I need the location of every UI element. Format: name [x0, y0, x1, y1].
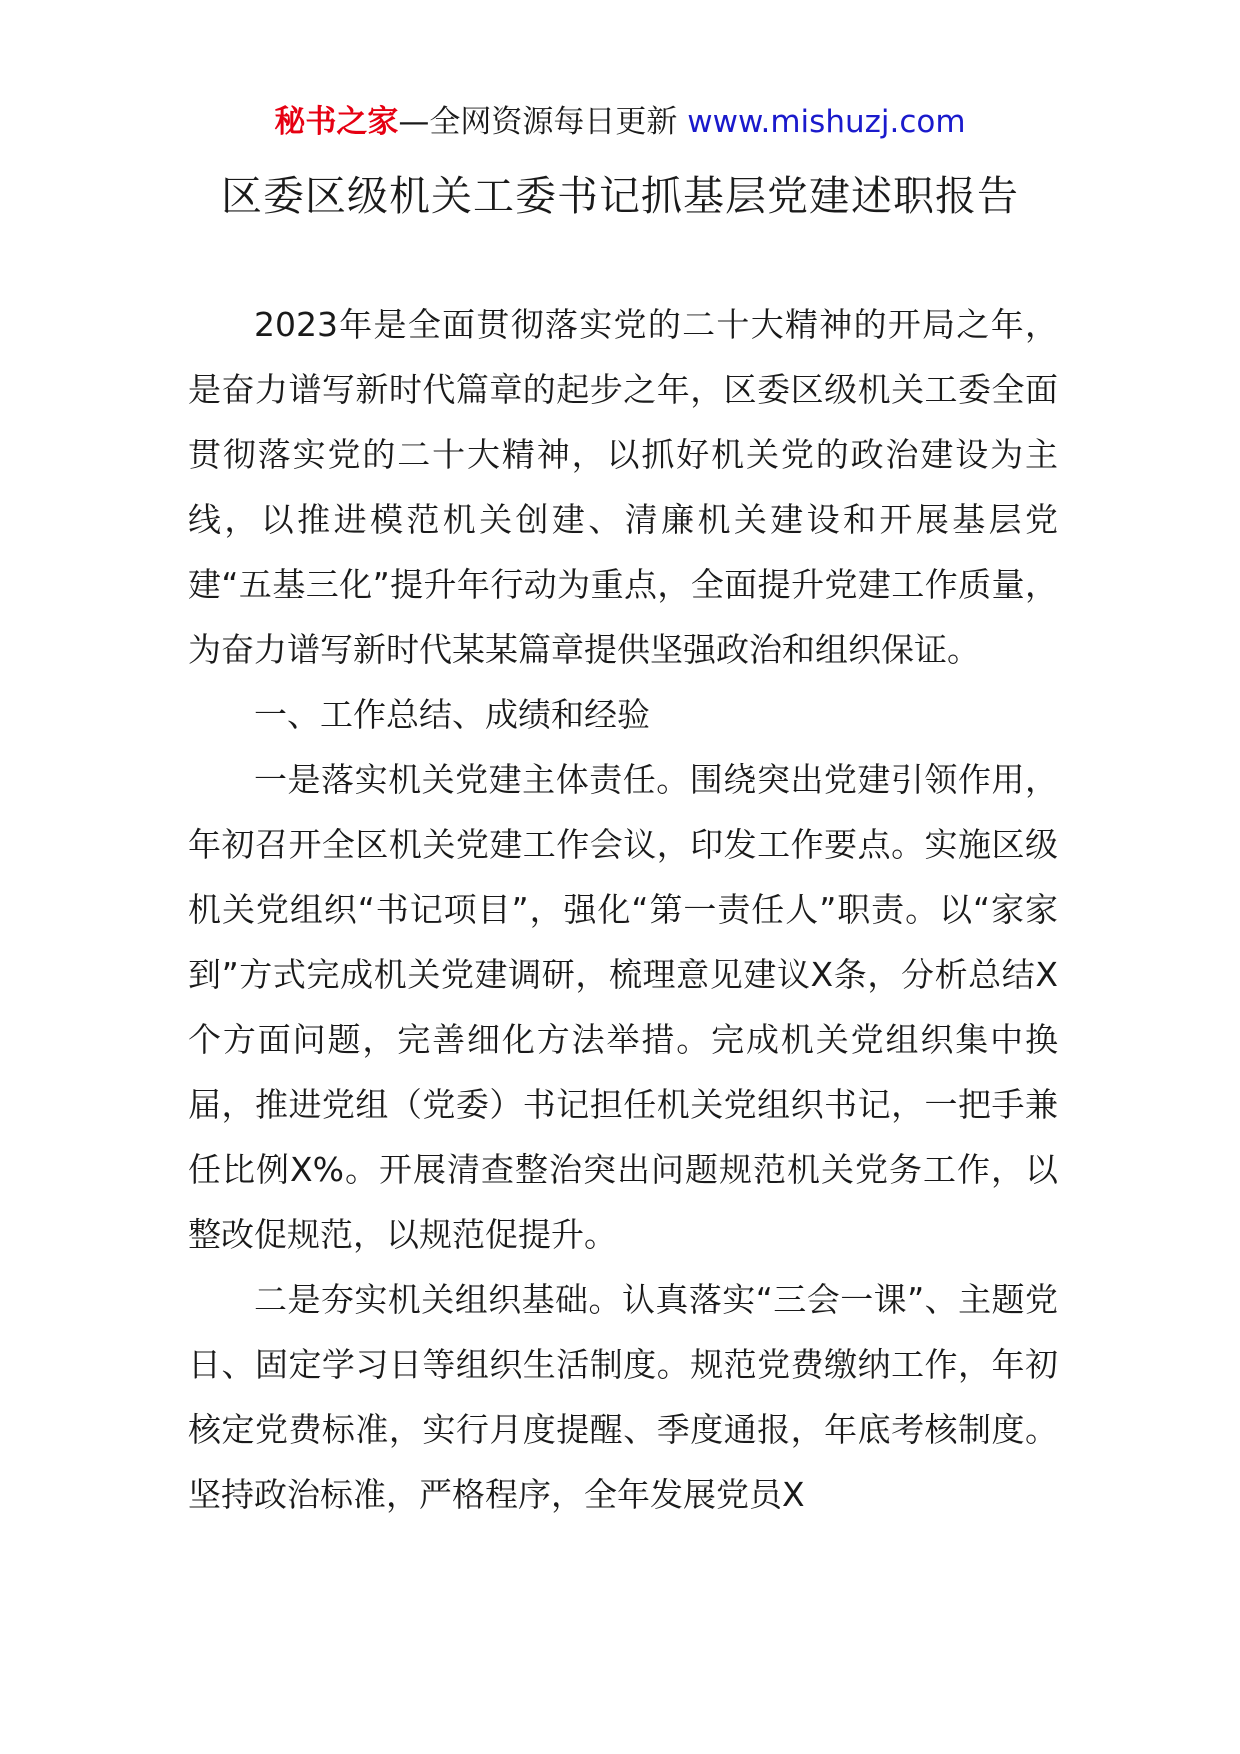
document-title: 区委区级机关工委书记抓基层党建述职报告	[221, 172, 1019, 220]
section-heading: 一、工作总结、成绩和经验	[254, 695, 650, 734]
paragraph-item-two: 二是夯实机关组织基础。认真落实“三会一课”、主题党日、固定学习日等组织生活制度。规范党费缴纳工作，年初核定党费标准，实行月度提醒、季度通报，年底考核制度。坚持政治标准，严格程序，全年发展党员X	[188, 1280, 1058, 1514]
site-tagline: —全网资源每日更新	[398, 104, 678, 140]
paragraph-intro: 2023年是全面贯彻落实党的二十大精神的开局之年，是奋力谱写新时代篇章的起步之年，区委区级机关工委全面贯彻落实党的二十大精神，以抓好机关党的政治建设为主线，以推进模范机关创建、清廉机关建设和开展基层党建“五基三化”提升年行动为重点，全面提升党建工作质量，为奋力谱写新时代某某篇章提供坚强政治和组织保证。	[188, 305, 1058, 669]
document-body	[188, 292, 1058, 1527]
brand-name: 秘书之家	[274, 104, 399, 140]
site-banner	[0, 102, 1240, 142]
paragraph-item-one: 一是落实机关党建主体责任。围绕突出党建引领作用，年初召开全区机关党建工作会议，印发工作要点。实施区级机关党组织“书记项目”，强化“第一责任人”职责。以“家家到”方式完成机关党建调研，梳理意见建议X条，分析总结X个方面问题，完善细化方法举措。完成机关党组织集中换届，推进党组（党委）书记担任机关党组织书记，一把手兼任比例X%。开展清查整治突出问题规范机关党务工作，以整改促规范，以规范促提升。	[188, 760, 1058, 1254]
site-url-link[interactable]: www.mishuzj.com	[687, 104, 966, 140]
